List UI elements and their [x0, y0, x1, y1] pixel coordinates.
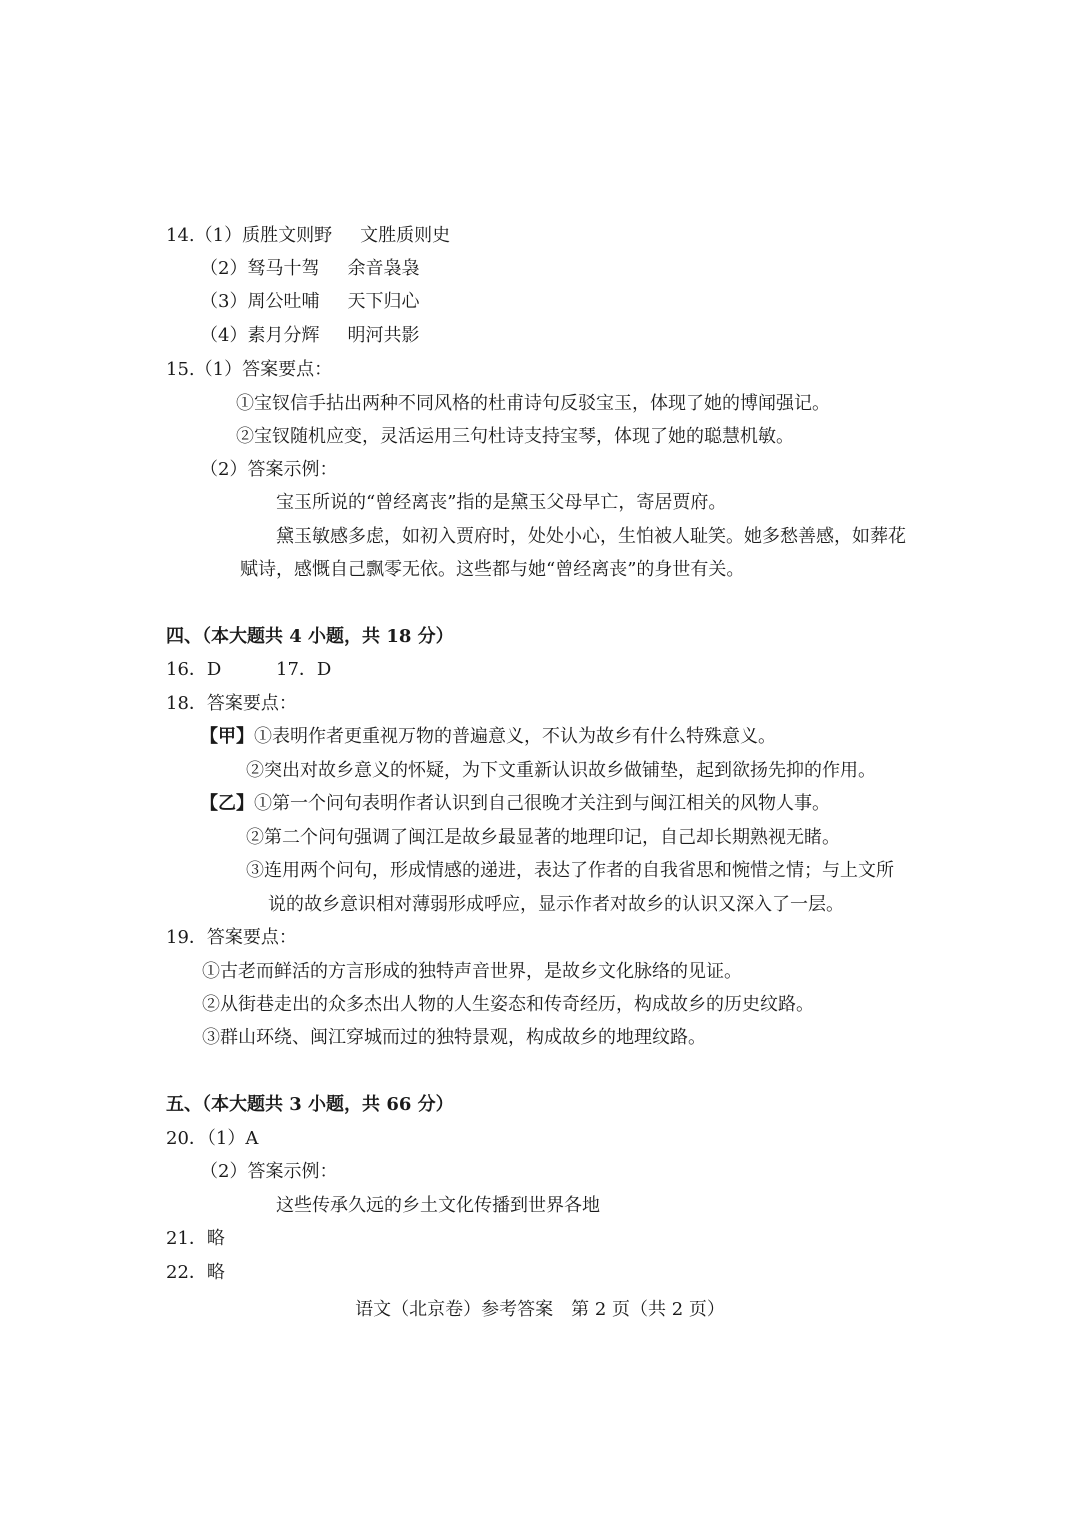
q20-line-1: 20．（1）A: [166, 1128, 259, 1149]
q14-item-label: （4）: [200, 325, 248, 346]
q14-item-answer-a: 驽马十驾: [247, 258, 320, 279]
q15-line-1: [166, 358, 332, 382]
q14-line-2: [200, 257, 419, 281]
q18-yi-line-4: 说的故乡意识相对薄弱形成呼应，显示作者对故乡的认识又深入了一层。: [268, 894, 844, 915]
q21-answer: 21．略: [166, 1228, 225, 1249]
q15-part2-label: （2）答案示例：: [200, 459, 338, 480]
q18-yi-point: ①第一个问句表明作者认识到自己很晚才关注到与闽江相关的风物人事。: [254, 793, 830, 814]
section-5-heading: 五、（本大题共 3 小题，共 66 分）: [166, 1094, 454, 1115]
q14-item-answer-b: 余音袅袅: [347, 258, 420, 279]
page-footer: 语文（北京卷）参考答案 第 2 页（共 2 页）: [355, 1299, 725, 1320]
q15-part1-label: （1）答案要点：: [194, 359, 333, 380]
q19-point-2: ②从街巷走出的众多杰出人物的人生姿态和传奇经历，构成故乡的历史纹路。: [202, 994, 814, 1015]
q18-jia-tag: 【甲】: [200, 726, 254, 747]
q14-item-answer-b: 文胜质则史: [360, 225, 451, 246]
q15-number: 15.: [166, 359, 195, 380]
q18-jia-point: ①表明作者更重视万物的普遍意义，不认为故乡有什么特殊意义。: [254, 726, 776, 747]
q20-part2-answer: 这些传承久远的乡土文化传播到世界各地: [276, 1195, 600, 1216]
q14-item-label: （1）: [194, 225, 243, 246]
q22-answer: 22．略: [166, 1262, 225, 1283]
q14-item-answer-a: 周公吐哺: [247, 291, 320, 312]
q19-point-1: ①古老而鲜活的方言形成的独特声音世界，是故乡文化脉络的见证。: [202, 961, 742, 982]
q14-line-4: [200, 324, 419, 348]
q15-point-2: ②宝钗随机应变，灵活运用三句杜诗支持宝琴，体现了她的聪慧机敏。: [236, 426, 794, 447]
q18-label: 18．答案要点：: [166, 693, 297, 714]
q16-answer: 16．D: [166, 659, 222, 680]
q14-item-answer-b: 明河共影: [347, 325, 420, 346]
q18-jia-line-1: [200, 725, 776, 749]
q15-example-line-1: 宝玉所说的“曾经离丧”指的是黛玉父母早亡，寄居贾府。: [276, 492, 727, 513]
q17-answer: 17．D: [276, 659, 332, 680]
q14-item-answer-a: 质胜文则野: [242, 225, 333, 246]
q15-point-1: ①宝钗信手拈出两种不同风格的杜甫诗句反驳宝玉，体现了她的博闻强记。: [236, 393, 830, 414]
q14-line-3: [200, 290, 419, 314]
q18-yi-tag: 【乙】: [200, 793, 254, 814]
section-4-heading: 四、（本大题共 4 小题，共 18 分）: [166, 626, 454, 647]
q15-example-line-2: 黛玉敏感多虑，如初入贾府时，处处小心，生怕被人耻笑。她多愁善感，如葬花: [276, 526, 906, 547]
q15-example-line-3: 赋诗，感慨自己飘零无依。这些都与她“曾经离丧”的身世有关。: [240, 559, 745, 580]
q14-item-answer-b: 天下归心: [347, 291, 420, 312]
q20-part2-label: （2）答案示例：: [200, 1161, 338, 1182]
q19-label: 19．答案要点：: [166, 927, 297, 948]
q14-item-label: （3）: [200, 291, 248, 312]
q14-item-label: （2）: [200, 258, 248, 279]
q14-item-answer-a: 素月分辉: [247, 325, 320, 346]
q14-number: 14.: [166, 225, 195, 246]
q18-yi-line-3: ③连用两个问句，形成情感的递进，表达了作者的自我省思和惋惜之情；与上文所: [246, 860, 894, 881]
q18-yi-line-1: [200, 792, 830, 816]
q14-line-1: [166, 224, 450, 248]
q18-yi-line-2: ②第二个问句强调了闽江是故乡最显著的地理印记，自己却长期熟视无睹。: [246, 827, 840, 848]
q19-point-3: ③群山环绕、闽江穿城而过的独特景观，构成故乡的地理纹路。: [202, 1027, 706, 1048]
q18-jia-line-2: ②突出对故乡意义的怀疑，为下文重新认识故乡做铺垫，起到欲扬先抑的作用。: [246, 760, 876, 781]
